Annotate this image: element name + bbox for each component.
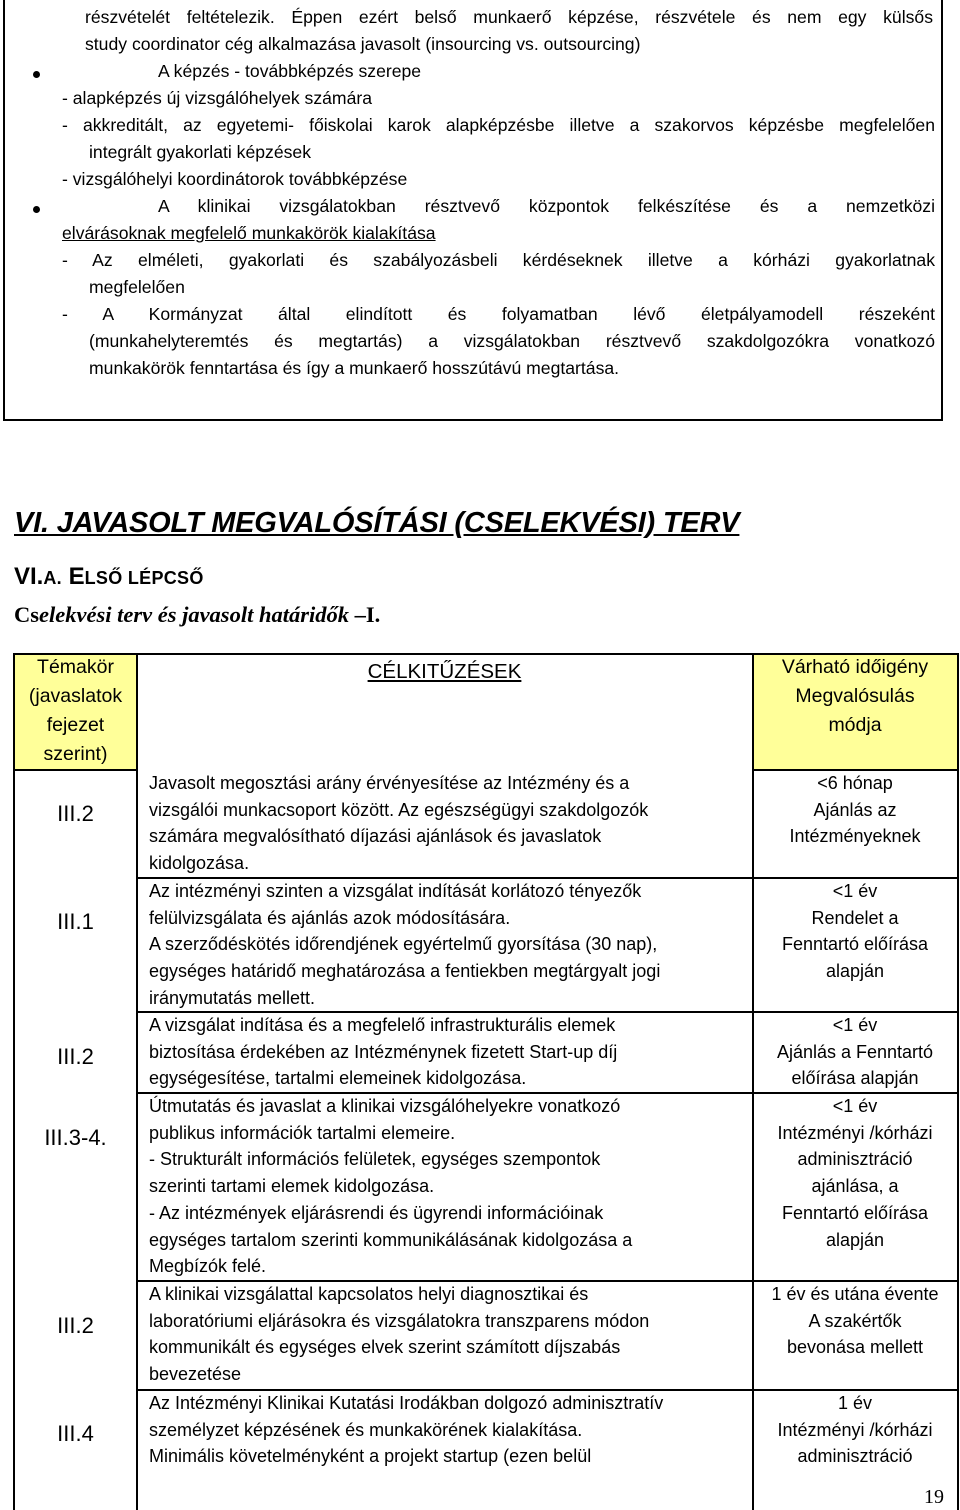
box-line-10: - Az elméleti, gyakorlati és szabályozásbeli kérdéseknek illetve a kórházi gyakorlatnak — [62, 250, 935, 270]
header-topic — [15, 653, 136, 769]
plan-heading-part: elekvési terv és javasolt határidők — [39, 602, 349, 627]
goal-line: szerinti tartami elemek kidolgozása. — [149, 1176, 435, 1197]
bullet-icon — [33, 206, 40, 213]
time-line: ajánlása, a — [811, 1176, 899, 1197]
bullet-icon — [33, 71, 40, 78]
subsection-heading-part: E — [61, 563, 85, 590]
box-line-12: - A Kormányzat által elindított és folyamatban lévő életpályamodell részeként — [62, 304, 935, 324]
time-cell — [753, 1281, 957, 1361]
header-topic-line: Témakör — [37, 656, 114, 678]
table-border — [136, 653, 138, 1510]
topic-cell: III.1 — [57, 909, 94, 934]
time-cell — [753, 878, 957, 985]
time-cell — [753, 1093, 957, 1253]
goal-cell — [149, 770, 648, 877]
box-line-4: - alapképzés új vizsgálóhelyek számára — [62, 88, 372, 108]
goal-line: egységes határidő meghatározása a fentiekben megtárgyalt jogi — [149, 961, 661, 982]
box-line-1: részvételét feltételezik. Éppen ezért belső munkaerő képzése, részvétele és nem egy külsős — [85, 7, 933, 27]
goal-line: Az Intézményi Klinikai Kutatási Irodákban dolgozó adminisztratív — [149, 1393, 664, 1413]
section-heading: VI. JAVASOLT MEGVALÓSÍTÁSI (CSELEKVÉSI) TERV — [14, 507, 740, 539]
plan-table — [13, 653, 959, 1510]
goal-line: kommunikált és egységes elvek szerint számított díjszabás — [149, 1337, 621, 1358]
time-line: Fenntartó előírása — [781, 1202, 929, 1223]
table-border — [13, 653, 15, 1510]
time-cell — [753, 1390, 957, 1470]
time-line: bevonása mellett — [786, 1337, 924, 1358]
table-border — [13, 769, 137, 771]
plan-heading — [14, 602, 380, 628]
time-line: Intézményi /kórházi — [777, 1122, 933, 1143]
goal-line: A szerződéskötés időrendjének egyértelmű gyorsítása (30 nap), — [149, 934, 658, 955]
goal-line: Útmutatás és javaslat a klinikai vizsgálóhelyekre vonatkozó — [149, 1096, 621, 1116]
plan-heading-part: Cs — [14, 602, 40, 627]
subsection-heading-part: A. — [43, 568, 62, 588]
box-line-2: study coordinator cég alkalmazása javasolt (insourcing vs. outsourcing) — [85, 34, 641, 54]
time-line: alapján — [825, 1229, 885, 1250]
topic-cell: III.3-4. — [44, 1125, 107, 1150]
box-line-13: (munkahelyteremtés és megtartás) a vizsgálatokban résztvevő szakdolgozókra vonatkozó — [89, 331, 935, 351]
goal-line: - Az intézmények eljárásrendi és ügyrendi információinak — [149, 1202, 604, 1223]
goal-line: publikus információk tartalmi elemeire. — [149, 1122, 456, 1143]
box-line-3: A képzés - továbbképzés szerepe — [158, 61, 422, 81]
time-line: Ajánlás a Fenntartó — [776, 1041, 934, 1062]
time-line: <6 hónap — [817, 773, 893, 793]
box-line-9: elvárásoknak megfelelő munkakörök kialakítása — [62, 223, 436, 243]
goal-cell — [149, 1093, 632, 1280]
header-goals: CÉLKITŰZÉSEK — [367, 660, 522, 683]
time-line: 1 év — [837, 1393, 873, 1413]
time-line: Intézményeknek — [789, 826, 921, 847]
time-line: <1 év — [832, 1015, 878, 1035]
goal-line: vizsgálói munkacsoport között. Az egészségügyi szakdolgozók — [149, 799, 649, 820]
goal-line: A vizsgálat indítása és a megfelelő infrastrukturális elemek — [149, 1015, 616, 1035]
page-number: 19 — [924, 1486, 944, 1508]
goal-cell — [149, 1012, 617, 1092]
header-topic-line: fejezet — [46, 714, 105, 736]
time-line: A szakértők — [808, 1310, 902, 1331]
header-topic-line: (javaslatok — [28, 685, 123, 707]
goal-line: bevezetése — [149, 1364, 242, 1385]
box-line-14: munkakörök fenntartása és így a munkaerő hosszútávú megtartása. — [89, 358, 620, 378]
box-line-7: - vizsgálóhelyi koordinátorok továbbképzése — [62, 169, 408, 189]
time-line: Fenntartó előírása — [781, 934, 929, 955]
topic-cell: III.4 — [57, 1421, 94, 1446]
time-line: adminisztráció — [797, 1149, 913, 1170]
time-line: Ajánlás az — [813, 799, 897, 820]
box-line-11: megfelelően — [89, 277, 185, 297]
time-line: alapján — [825, 961, 885, 982]
subsection-heading-part: LSŐ LÉPCSŐ — [84, 568, 204, 588]
goal-line: egységesítése, tartalmi elemeinek kidolgozása. — [149, 1068, 527, 1089]
header-time-line: Megvalósulás — [795, 685, 915, 707]
goal-line: biztosítása érdekében az Intézménynek fizetett Start-up díj — [149, 1041, 618, 1062]
time-line: Intézményi /kórházi — [777, 1419, 933, 1440]
box-line-8: A klinikai vizsgálatokban résztvevő központok felkészítése és a nemzetközi — [158, 196, 935, 216]
goal-line: számára megvalósítható díjazási ajánlások és javaslatok — [149, 826, 602, 847]
goal-line: Javasolt megosztási arány érvényesítése az Intézmény és a — [149, 773, 630, 793]
box-line-5: - akkreditált, az egyetemi- főiskolai karok alapképzésbe illetve a szakorvos képzésbe megfelelően — [62, 115, 935, 135]
goal-line: személyzet képzésének és munkakörének kialakítása. — [149, 1419, 583, 1440]
header-time-line: Várható időigény — [781, 656, 929, 678]
time-line: 1 év és utána évente — [771, 1284, 939, 1304]
time-line: előírása alapján — [791, 1068, 919, 1089]
goal-cell — [149, 1390, 663, 1470]
goal-line: iránymutatás mellett. — [149, 987, 316, 1008]
time-cell — [753, 770, 957, 850]
goal-line: felülvizsgálata és ajánlás azok módosítására. — [149, 907, 511, 928]
table-border — [957, 653, 959, 1510]
header-time — [753, 653, 957, 740]
header-time-line: módja — [828, 714, 882, 736]
header-topic-line: szerint) — [43, 743, 108, 765]
time-line: adminisztráció — [797, 1446, 913, 1467]
goal-line: egységes tartalom szerinti kommunikálásának kidolgozása a — [149, 1229, 633, 1250]
topic-cell: III.2 — [57, 801, 94, 826]
box-line-6: integrált gyakorlati képzések — [89, 142, 311, 162]
goal-line: A klinikai vizsgálattal kapcsolatos helyi diagnosztikai és — [149, 1284, 589, 1304]
goal-cell — [149, 1281, 649, 1388]
goal-line: - Strukturált információs felületek, egységes szempontok — [149, 1149, 601, 1170]
topic-cell: III.2 — [57, 1313, 94, 1338]
goal-line: Megbízók felé. — [149, 1256, 267, 1277]
goal-line: kidolgozása. — [149, 853, 250, 874]
subsection-heading-part: VI. — [14, 563, 44, 590]
goal-line: Minimális követelményként a projekt startup (ezen belül — [149, 1446, 592, 1467]
topic-cell: III.2 — [57, 1044, 94, 1069]
time-cell — [753, 1012, 957, 1092]
goal-cell — [149, 878, 660, 1012]
subsection-heading — [14, 563, 204, 591]
time-line: <1 év — [832, 1096, 878, 1116]
time-line: Rendelet a — [811, 907, 899, 928]
goal-line: Az intézményi szinten a vizsgálat indítását korlátozó tényezők — [149, 881, 642, 901]
plan-heading-part: –I. — [348, 602, 381, 627]
goal-line: laboratóriumi eljárásokra és vizsgálatokra transzparens módon — [149, 1310, 650, 1331]
time-line: <1 év — [832, 881, 878, 901]
